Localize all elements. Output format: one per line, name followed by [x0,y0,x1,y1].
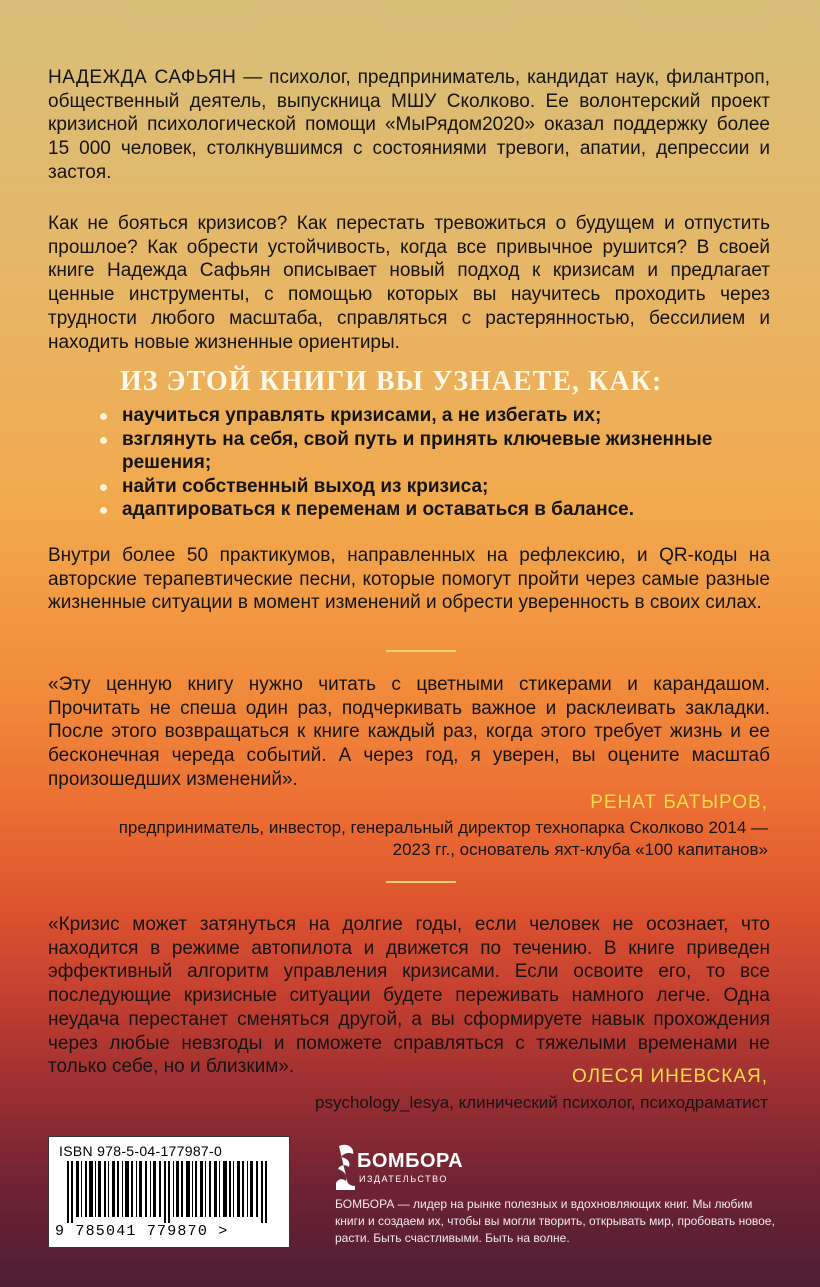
barcode-bars [67,1161,271,1223]
quote-text-2: «Кризис может затянуться на долгие годы, если человек не осознает, что находится в режиме автопилота и движется по течению. В книге приведен эффективный алгоритм управления кризисами. Если освоите его, то все последующие кризисные ситуации будете переживать намного легче. Одна неудача перестанет сменяться другой, а вы сформируете навык прохождения через любые невзгоды и поможете справляться с тяжелыми временами не только себе, но и близким». [48,914,770,1078]
learn-item: научиться управлять кризисами, а не избегать их; [100,404,740,428]
quote-author-role-1: предприниматель, инвестор, генеральный директор технопарка Сколково 2014 — 2023 гг., основатель яхт-клуба «100 капитанов» [118,818,768,859]
quote-author-name-2: ОЛЕСЯ ИНЕВСКАЯ, [572,1066,768,1087]
learn-item: взглянуть на себя, свой путь и принять ключевые жизненные решения; [100,428,740,475]
learn-item: найти собственный выход из кризиса; [100,475,740,499]
isbn-barcode [48,1136,290,1248]
learn-list [100,404,740,522]
inside-description: Внутри более 50 практикумов, направленных на рефлексию, и QR-коды на авторские терапевтические песни, которые помогут пройти через самые разные жизненные ситуации в момент изменений и обрести уверенность в своих силах. [48,545,770,614]
publisher-logo-subtitle: ИЗДАТЕЛЬСТВО [359,1174,448,1184]
author-bio [48,66,770,185]
publisher-logo-word: БОМБОРА [357,1150,464,1172]
book-description: Как не бояться кризисов? Как перестать тревожиться о будущем и отпустить прошлое? Как обрести устойчивость, когда все привычное рушится? В своей книге Надежда Сафьян описывает новый подход к кризисам и предлагает ценные инструменты, с помощью которых вы научитесь проходить через трудности любого масштаба, справляться с растерянностью, бессилием и находить новые жизненные ориентиры. [48,213,770,353]
publisher-logo [335,1140,475,1200]
quote-author-name-1: РЕНАТ БАТЫРОВ, [590,792,768,813]
isbn-number: ISBN 978-5-04-177987-0 [59,1143,223,1159]
quote-author-role-2: psychology_lesya, клинический психолог, психодраматист [314,1093,768,1112]
quote-text-1: «Эту ценную книгу нужно читать с цветными стикерами и карандашом. Прочитать не спеша один раз, подчеркивать важное и расклеивать закладки. После этого возвращаться к книге каждый раз, когда этого требует жизнь и ее бесконечная череда событий. А через год, я уверен, вы оцените масштаб произошедших изменений». [48,674,770,790]
bombora-wave-icon [335,1140,359,1196]
barcode-digits: 9 785041 779870 > [55,1223,229,1240]
divider [386,881,456,883]
learn-item: адаптироваться к переменам и оставаться в балансе. [100,498,740,522]
divider [386,650,456,652]
author-bio-text: — психолог, предприниматель, кандидат наук, филантроп, общественный деятель, выпускница МШУ Сколково. Ее волонтерский проект кризисной психологической помощи «МыРядом2020» оказал поддержку более 15 000 человек, столкнувшимся с состояниями тревоги, апатии, депрессии и застоя. [48,67,771,183]
learn-heading: ИЗ ЭТОЙ КНИГИ ВЫ УЗНАЕТЕ, КАК: [120,366,663,397]
publisher-description: БОМБОРА — лидер на рынке полезных и вдохновляющих книг. Мы любим книги и создаем их, чтобы вы могли творить, открывать мир, пробовать новое, расти. Быть счастливыми. Быть на волне. [335,1197,775,1245]
author-bio-name: НАДЕЖДА САФЬЯН [48,67,237,88]
